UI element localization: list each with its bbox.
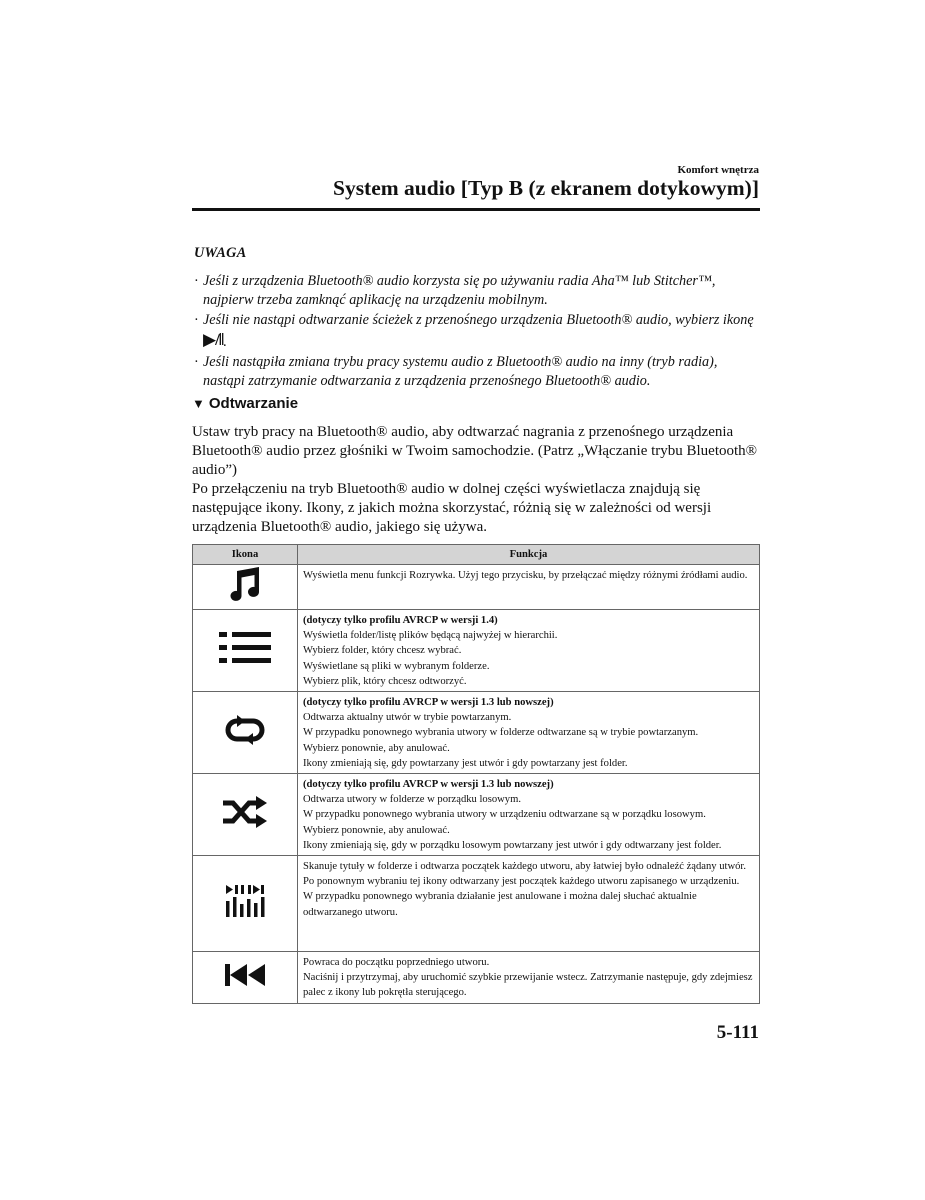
- subsection-heading: [192, 395, 298, 412]
- table-row: [193, 952, 760, 1004]
- icon-cell: [193, 565, 298, 610]
- function-line: Wyświetlane są pliki w wybranym folderze.: [303, 660, 490, 672]
- profile-qualifier: (dotyczy tylko profilu AVRCP w wersji 1.4): [303, 615, 498, 626]
- function-line: W przypadku ponownego wybrania utwory w urządzeniu odtwarzane są w porządku losowym.: [303, 809, 706, 821]
- note-item-end: .: [223, 334, 227, 350]
- title-rule: [192, 208, 760, 211]
- note-item-1: [194, 272, 760, 311]
- function-line: Ikony zmieniają się, gdy powtarzany jest utwór i gdy powtarzany jest folder.: [303, 757, 628, 769]
- function-cell: [298, 774, 760, 856]
- page-number: 5-111: [716, 1022, 759, 1043]
- function-cell: [298, 952, 760, 1004]
- function-line: Powraca do początku poprzedniego utworu.: [303, 957, 490, 969]
- function-line: Wyświetla menu funkcji Rozrywka. Użyj tego przycisku, by przełączać między różnymi źródłami audio.: [303, 570, 748, 581]
- icon-cell: [193, 692, 298, 774]
- function-line: W przypadku ponownego wybrania utwory w folderze odtwarzane są w trybie powtarzanym.: [303, 727, 699, 739]
- function-line: Skanuje tytuły w folderze i odtwarza początek każdego utworu, aby łatwiej było odnaleźć żądany utwór.: [303, 861, 747, 873]
- function-line: Wybierz ponownie, aby anulować.: [303, 742, 450, 754]
- icon-function-table: [192, 544, 760, 1004]
- table-row: [193, 610, 760, 692]
- function-line: Wyświetla folder/listę plików będącą najwyżej w hierarchii.: [303, 630, 558, 642]
- profile-qualifier: (dotyczy tylko profilu AVRCP w wersji 1.3 lub nowszej): [303, 779, 554, 791]
- paragraph: Po przełączeniu na tryb Bluetooth® audio w dolnej części wyświetlacza znajdują się następujące ikony. Ikony, z jakich można skorzystać, różnią się w zależności od wersji urządzenia Bluetooth® audio, jakiego się używa.: [192, 481, 712, 535]
- play-pause-icon: ▶/ǁ: [203, 330, 224, 349]
- list-icon: [217, 630, 273, 666]
- column-header-function: Funkcja: [298, 545, 760, 565]
- note-box: [194, 244, 760, 392]
- triangle-marker-icon: ▼: [192, 396, 205, 411]
- note-item-text: Jeśli nie nastąpi odtwarzanie ścieżek z przenośnego urządzenia Bluetooth® audio, wybierz ikonę: [203, 311, 754, 328]
- skip-back-icon: [223, 963, 267, 987]
- scan-icon: [224, 884, 266, 918]
- table-row: [193, 692, 760, 774]
- column-header-icon: Ikona: [193, 545, 298, 565]
- note-item-text: Jeśli z urządzenia Bluetooth® audio korzysta się po używaniu radia Aha™ lub Stitcher™, najpierw trzeba zamknąć aplikację na urządzeniu mobilnym.: [203, 272, 716, 308]
- function-line: Wybierz folder, który chcesz wybrać.: [303, 645, 462, 657]
- repeat-icon: [223, 715, 267, 745]
- subsection-heading-text: Odtwarzanie: [208, 395, 299, 412]
- table-row: [193, 856, 760, 952]
- function-line: Naciśnij i przytrzymaj, aby uruchomić szybkie przewijanie wstecz. Zatrzymanie następuje, gdy zdejmiesz palec z ikony lub pokrętła sterującego.: [303, 972, 753, 999]
- body-text: [192, 423, 762, 537]
- profile-qualifier: (dotyczy tylko profilu AVRCP w wersji 1.3 lub nowszej): [303, 697, 554, 709]
- section-label: Komfort wnętrza: [677, 164, 759, 176]
- paragraph: Ustaw tryb pracy na Bluetooth® audio, aby odtwarzać nagrania z przenośnego urządzenia Bluetooth® audio przez głośniki w Twoim samochodzie. (Patrz „Włączanie trybu Bluetooth® audio”): [192, 424, 758, 478]
- icon-cell: [193, 610, 298, 692]
- function-cell: [298, 856, 760, 952]
- function-line: W przypadku ponownego wybrania działanie jest anulowane i można dalej słuchać aktualnie odtwarzanego utworu.: [303, 891, 697, 918]
- icon-cell: [193, 774, 298, 856]
- function-line: Po ponownym wybraniu tej ikony odtwarzany jest początek każdego utworu zapisanego w urządzeniu.: [303, 876, 740, 888]
- icon-cell: [193, 952, 298, 1004]
- page-title: System audio [Typ B (z ekranem dotykowym)]: [332, 176, 759, 200]
- function-line: Odtwarza utwory w folderze w porządku losowym.: [303, 794, 521, 806]
- shuffle-icon: [221, 796, 269, 828]
- note-item-2: [194, 311, 760, 353]
- note-item-text: Jeśli nastąpiła zmiana trybu pracy systemu audio z Bluetooth® audio na inny (tryb radia), nastąpi zatrzymanie odtwarzania z urządzenia przenośnego Bluetooth® audio.: [203, 353, 718, 389]
- function-line: Ikony zmieniają się, gdy w porządku losowym powtarzany jest utwór i gdy odtwarzany jest folder.: [303, 839, 722, 851]
- function-line: Wybierz ponownie, aby anulować.: [303, 824, 450, 836]
- function-line: Odtwarza aktualny utwór w trybie powtarzanym.: [303, 712, 512, 724]
- icon-cell: [193, 856, 298, 952]
- table-row: [193, 565, 760, 610]
- table-row: [193, 774, 760, 856]
- function-cell: [298, 692, 760, 774]
- note-item-3: [194, 353, 760, 392]
- note-heading: UWAGA: [194, 245, 247, 261]
- music-note-icon: [228, 566, 262, 602]
- function-cell: [298, 565, 760, 610]
- function-cell: [298, 610, 760, 692]
- function-line: Wybierz plik, który chcesz odtworzyć.: [303, 675, 467, 687]
